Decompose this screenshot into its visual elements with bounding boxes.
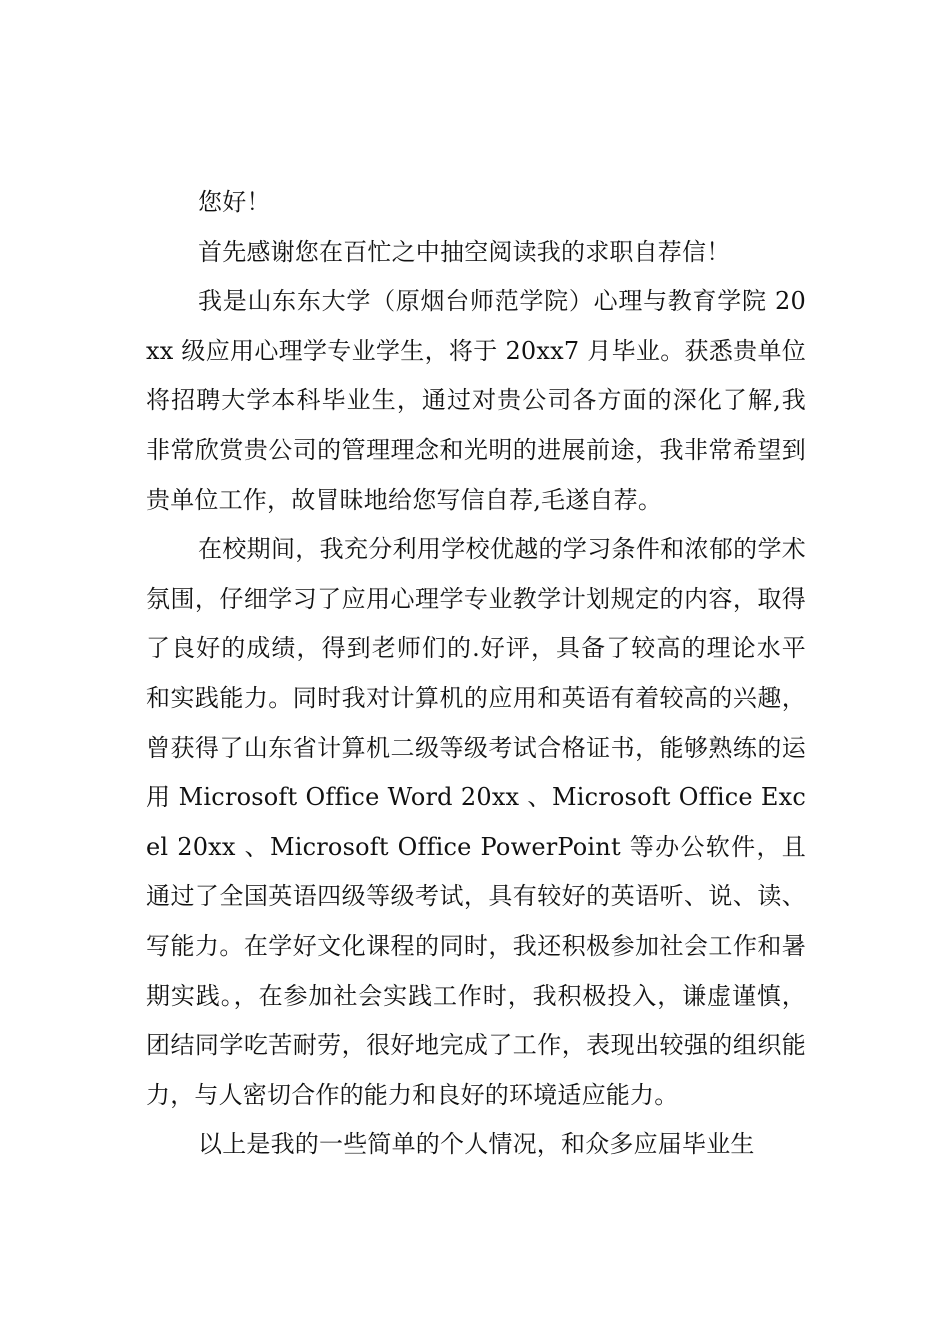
paragraph-introduction: 我是山东东大学（原烟台师范学院）心理与教育学院 20xx 级应用心理学专业学生，将于 20xx7 月毕业。获悉贵单位将招聘大学本科毕业生，通过对贵公司各方面的深化了解,我非常欣赏贵公司的管理理念和光明的进展前途，我非常希望到贵单位工作，故冒昧地给您写信自荐,毛遂自荐。 (146, 287, 806, 514)
paragraph-school-experience: 在校期间，我充分利用学校优越的学习条件和浓郁的学术氛围，仔细学习了应用心理学专业教学计划规定的内容，取得了良好的成绩，得到老师们的.好评，具备了较高的理论水平和实践能力。同时我对计算机的应用和英语有着较高的兴趣，曾获得了山东省计算机二级等级考试合格证书，能够熟练的运用 Microsoft Office Word 20xx 、Microsoft Office Excel 20xx 、Microsoft Office PowerPoint 等办公软件，且通过了全国英语四级等级考试，具有较好的英语听、说、读、写能力。在学好文化课程的同时，我还积极参加社会工作和暑期实践。，在参加社会实践工作时，我积极投入，谦虚谨慎，团结同学吃苦耐劳，很好地完成了工作，表现出较强的组织能力，与人密切合作的能力和良好的环境适应能力。 (146, 535, 806, 1109)
paragraph-summary: 以上是我的一些简单的个人情况，和众多应届毕业生 (198, 1130, 755, 1159)
letter-body (146, 178, 806, 1170)
opening-thanks: 首先感谢您在百忙之中抽空阅读我的求职自荐信！ (198, 237, 731, 266)
greeting: 您好！ (198, 188, 271, 216)
